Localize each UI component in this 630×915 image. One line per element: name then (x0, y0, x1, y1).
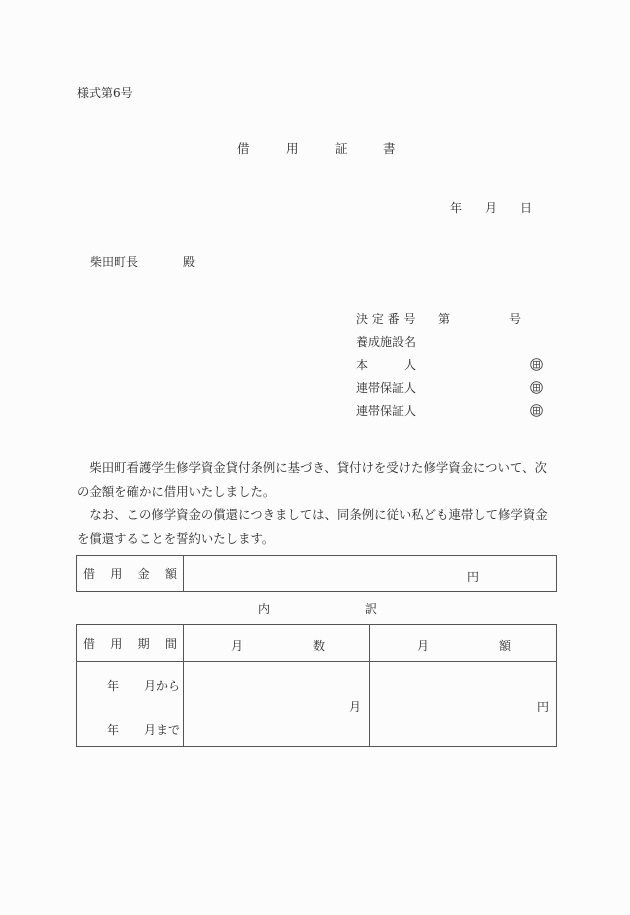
seal-icon (530, 381, 543, 394)
decision-number-prefix: 第 (438, 312, 451, 326)
period-field[interactable] (77, 662, 184, 747)
header-char: 数 (313, 639, 326, 653)
principal-label: 本 人 (356, 358, 417, 372)
label-char: 額 (164, 567, 177, 581)
decision-number-suffix: 号 (509, 312, 522, 326)
header-char: 用 (110, 636, 123, 651)
decision-number-label: 決 定 番 号 (356, 312, 416, 326)
header-char: 借 (83, 636, 96, 651)
to-month: 月まで (144, 723, 181, 737)
to-year: 年 (107, 723, 120, 737)
title-char: 書 (383, 141, 396, 156)
decision-number-row (356, 312, 522, 326)
loan-amount-table (76, 555, 557, 592)
label-char: 用 (110, 567, 123, 581)
pledge-text (77, 456, 557, 550)
header-char: 額 (499, 639, 512, 653)
period-row (77, 662, 557, 747)
facility-label: 養成施設名 (356, 335, 417, 349)
breakdown-char: 内 (258, 602, 271, 616)
guarantor-label: 連帯保証人 (356, 381, 417, 395)
loan-amount-label (77, 556, 184, 592)
date-day: 日 (520, 201, 533, 215)
label-char: 借 (83, 567, 96, 581)
guarantor-label: 連帯保証人 (356, 404, 417, 418)
header-char: 月 (417, 639, 430, 653)
addressee-name: 柴田町長 (90, 255, 139, 269)
yen-unit: 円 (536, 700, 549, 714)
label-char: 金 (137, 567, 150, 581)
header-char: 期 (137, 636, 150, 651)
paragraph: なお、この修学資金の償還につきましては、同条例に従い私ども連帯して修学資金を償還することを誓約いたします。 (77, 507, 548, 546)
form-number: 様式第6号 (77, 86, 133, 100)
paragraph: 柴田町看護学生修学資金貸付条例に基づき、貸付けを受けた修学資金について、次の金額を確かに借用いたしました。 (77, 460, 547, 499)
loan-amount-field[interactable] (184, 556, 557, 592)
monthly-amount-field[interactable] (370, 662, 557, 747)
header-char: 間 (164, 636, 177, 651)
date-month: 月 (485, 201, 498, 215)
header-months (184, 625, 370, 662)
from-year: 年 (107, 679, 120, 693)
months-field[interactable] (184, 662, 370, 747)
title-char: 借 (237, 141, 250, 156)
title-char: 証 (335, 141, 348, 156)
header-period (77, 625, 184, 662)
from-month: 月から (144, 679, 181, 693)
header-monthly-amount (370, 625, 557, 662)
seal-icon (530, 358, 543, 371)
yen-unit: 円 (467, 570, 480, 584)
header-row (77, 625, 557, 662)
breakdown-table (76, 624, 557, 747)
header-char: 月 (231, 639, 244, 653)
title-char: 用 (286, 141, 299, 156)
months-unit: 月 (348, 700, 361, 714)
addressee-suffix: 殿 (183, 255, 196, 269)
breakdown-char: 訳 (365, 602, 378, 616)
date-year: 年 (450, 201, 463, 215)
seal-icon (530, 404, 543, 417)
